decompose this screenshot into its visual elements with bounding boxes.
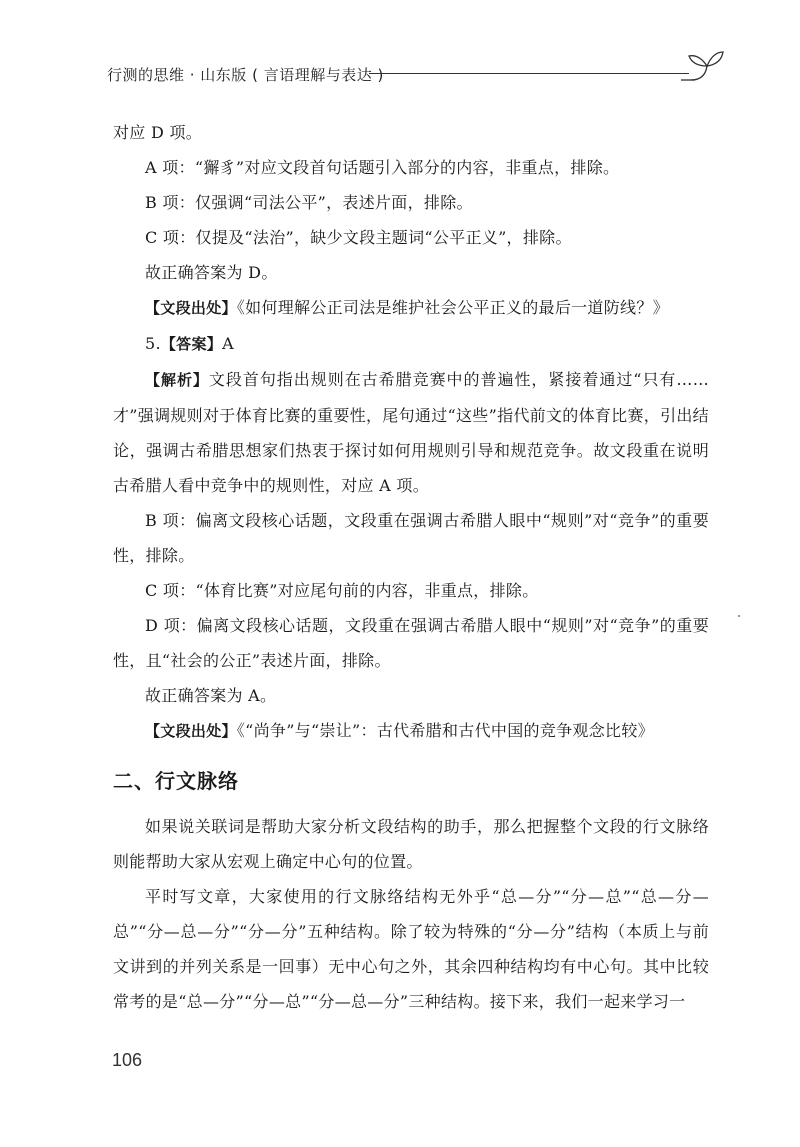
paragraph-answer: 故正确答案为 A。 <box>145 686 277 705</box>
answer-value: A <box>222 334 234 353</box>
section-heading: 二、行文脉络 <box>113 769 239 793</box>
source-text: 《如何理解公正司法是维护社会公平正义的最后一道防线？》 <box>236 298 669 317</box>
paragraph-option-d: D 项：偏离文段核心话题，文段重在强调古希腊人眼中“规则”对“竞争”的重要性，且“社会的公正”表述片面，排除。 <box>113 616 709 670</box>
page-number: 106 <box>112 1050 143 1070</box>
paragraph-analysis <box>113 362 709 503</box>
paragraph-answer: 故正确答案为 D。 <box>145 263 278 282</box>
running-header <box>107 58 717 88</box>
header-title: 行测的思维 · 山东版 ( 言语理解与表达 ) <box>107 66 384 84</box>
analysis-text: 文段首句指出规则在古希腊竞赛中的普遍性，紧接着通过“只有……才”强调规则对于体育比赛的重要性，尾句通过“这些”指代前文的体育比赛，引出结论，强调古希腊思想家们热衷于探讨如何用规则引导和规范竞争。故文段重在说明古希腊人看中竞争中的规则性，对应 A 项。 <box>113 370 709 495</box>
paragraph-option-a: A 项：“獬豸”对应文段首句话题引入部分的内容，非重点，排除。 <box>145 158 620 177</box>
paragraph-option-b: B 项：偏离文段核心话题，文段重在强调古希腊人眼中“规则”对“竞争”的重要性，排除。 <box>113 511 709 565</box>
sprout-icon <box>681 46 725 82</box>
source-tag: 【文段出处】 <box>145 722 237 740</box>
paragraph-option-c: C 项：“体育比赛”对应尾句前的内容，非重点，排除。 <box>145 581 539 600</box>
answer-tag: 【答案】 <box>160 335 223 353</box>
paragraph-option-c: C 项：仅提及“法治”，缺少文段主题词“公平正义”，排除。 <box>145 228 572 247</box>
question-number: 5. <box>145 334 161 353</box>
analysis-tag: 【解析】 <box>145 371 209 389</box>
paragraph: 对应 D 项。 <box>113 123 203 142</box>
paragraph: 平时写文章，大家使用的行文脉络结构无外乎“总—分”“分—总”“总—分—总”“分—总—分”“分—分”五种结构。除了较为特殊的“分—分”结构（本质上与前文讲到的并列关系是一回事）无中心句之外，其余四种结构均有中心句。其中比较常考的是“总—分”“分—总”“分—总—分”三种结构。接下来，我们一起来学习一 <box>113 887 709 1011</box>
source-tag: 【文段出处】 <box>145 299 237 317</box>
paragraph: 如果说关联词是帮助大家分析文段结构的助手，那么把握整个文段的行文脉络则能帮助大家从宏观上确定中心句的位置。 <box>113 817 709 871</box>
paragraph-source <box>113 713 709 749</box>
paragraph-question-answer <box>113 326 709 362</box>
margin-dot <box>738 615 740 617</box>
paragraph-option-b: B 项：仅强调“司法公平”，表述片面，排除。 <box>145 193 473 212</box>
paragraph-source <box>113 290 709 326</box>
header-rule <box>369 73 689 74</box>
source-text: 《“尚争”与“崇让”：古代希腊和古代中国的竞争观念比较》 <box>236 721 654 740</box>
body-text <box>113 115 709 1019</box>
